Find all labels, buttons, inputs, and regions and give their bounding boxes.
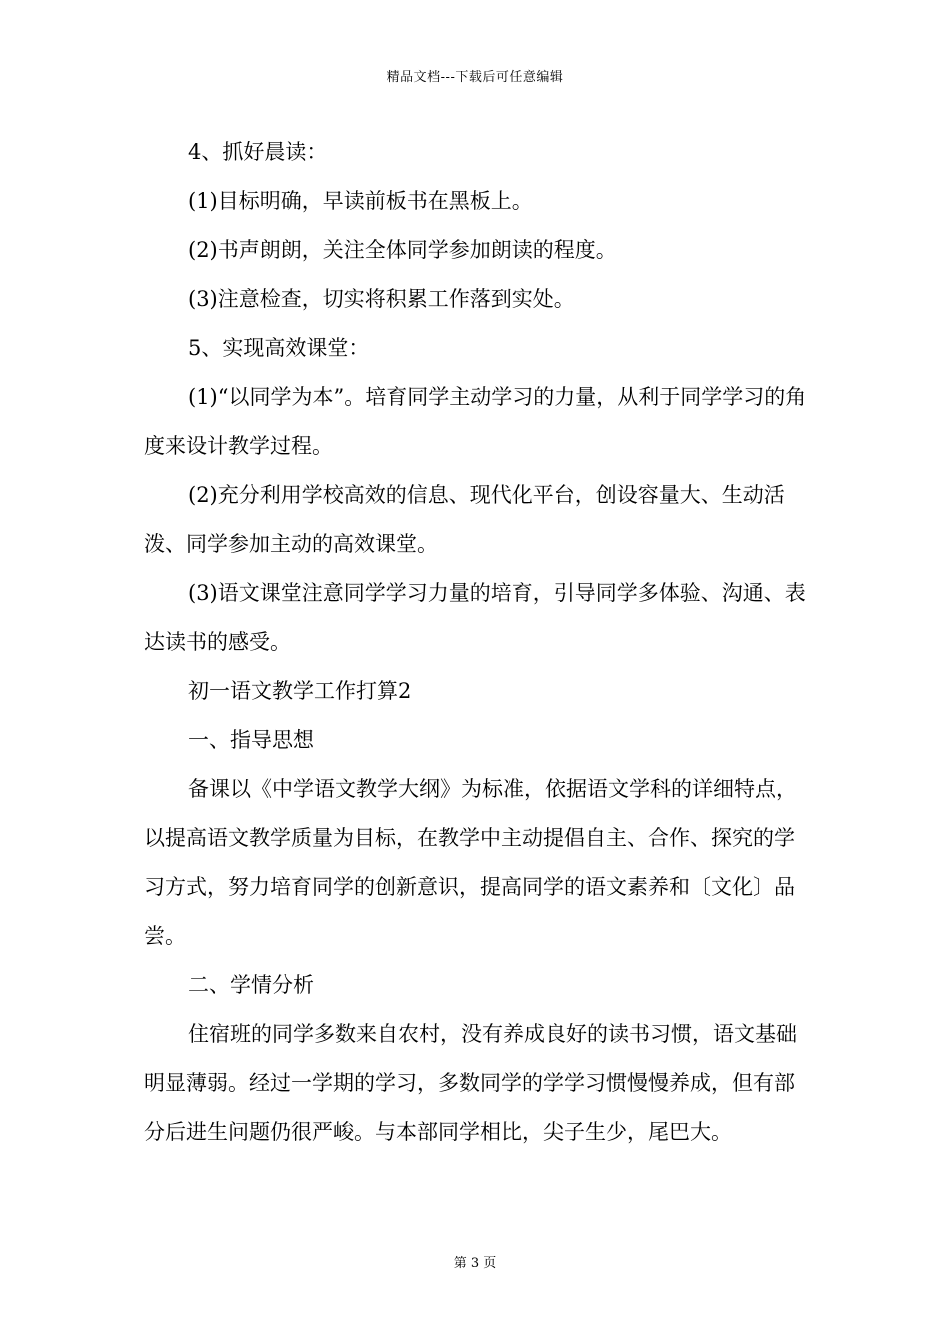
paragraph-class-item-2: (2)充分利用学校高效的信息、现代化平台，创设容量大、生动活泼、同学参加主动的高效课堂。: [144, 483, 785, 556]
section-heading-student-analysis: 二、学情分析: [188, 973, 314, 997]
paragraph-item-1: (1)目标明确，早读前板书在黑板上。: [188, 189, 533, 213]
page-number: 第 3 页: [453, 1256, 497, 1271]
paragraph-item-2: (2)书声朗朗，关注全体同学参加朗读的程度。: [188, 238, 617, 262]
section-heading-guiding-thought: 一、指导思想: [188, 728, 314, 752]
paragraph-class-item-1: (1)“以同学为本”。培育同学主动学习的力量，从利于同学学习的角度来设计教学过程。: [144, 385, 807, 458]
paragraph-guiding-thought: 备课以《中学语文教学大纲》为标准，依据语文学科的详细特点，以提高语文教学质量为目标，在教学中主动提倡自主、合作、探究的学习方式，努力培育同学的创新意识，提高同学的语文素养和〔文化〕品尝。: [144, 777, 797, 948]
section-title-plan-2: 初一语文教学工作打算2: [188, 679, 412, 703]
page-header: 精品文档---下载后可任意编辑: [386, 70, 564, 85]
paragraph-class-item-3: (3)语文课堂注意同学学习力量的培育，引导同学多体验、沟通、表达读书的感受。: [144, 581, 806, 654]
paragraph-item-3: (3)注意检查，切实将积累工作落到实处。: [188, 287, 575, 311]
paragraph-morning-reading-heading: 4、抓好晨读：: [188, 140, 328, 164]
paragraph-student-analysis: 住宿班的同学多数来自农村，没有养成良好的读书习惯，语文基础明显薄弱。经过一学期的学习，多数同学的学学习惯慢慢养成，但有部分后进生问题仍很严峻。与本部同学相比，尖子生少，尾巴大。: [144, 1022, 797, 1144]
document-body: [144, 128, 809, 1157]
paragraph-efficient-class-heading: 5、实现高效课堂：: [188, 336, 370, 360]
